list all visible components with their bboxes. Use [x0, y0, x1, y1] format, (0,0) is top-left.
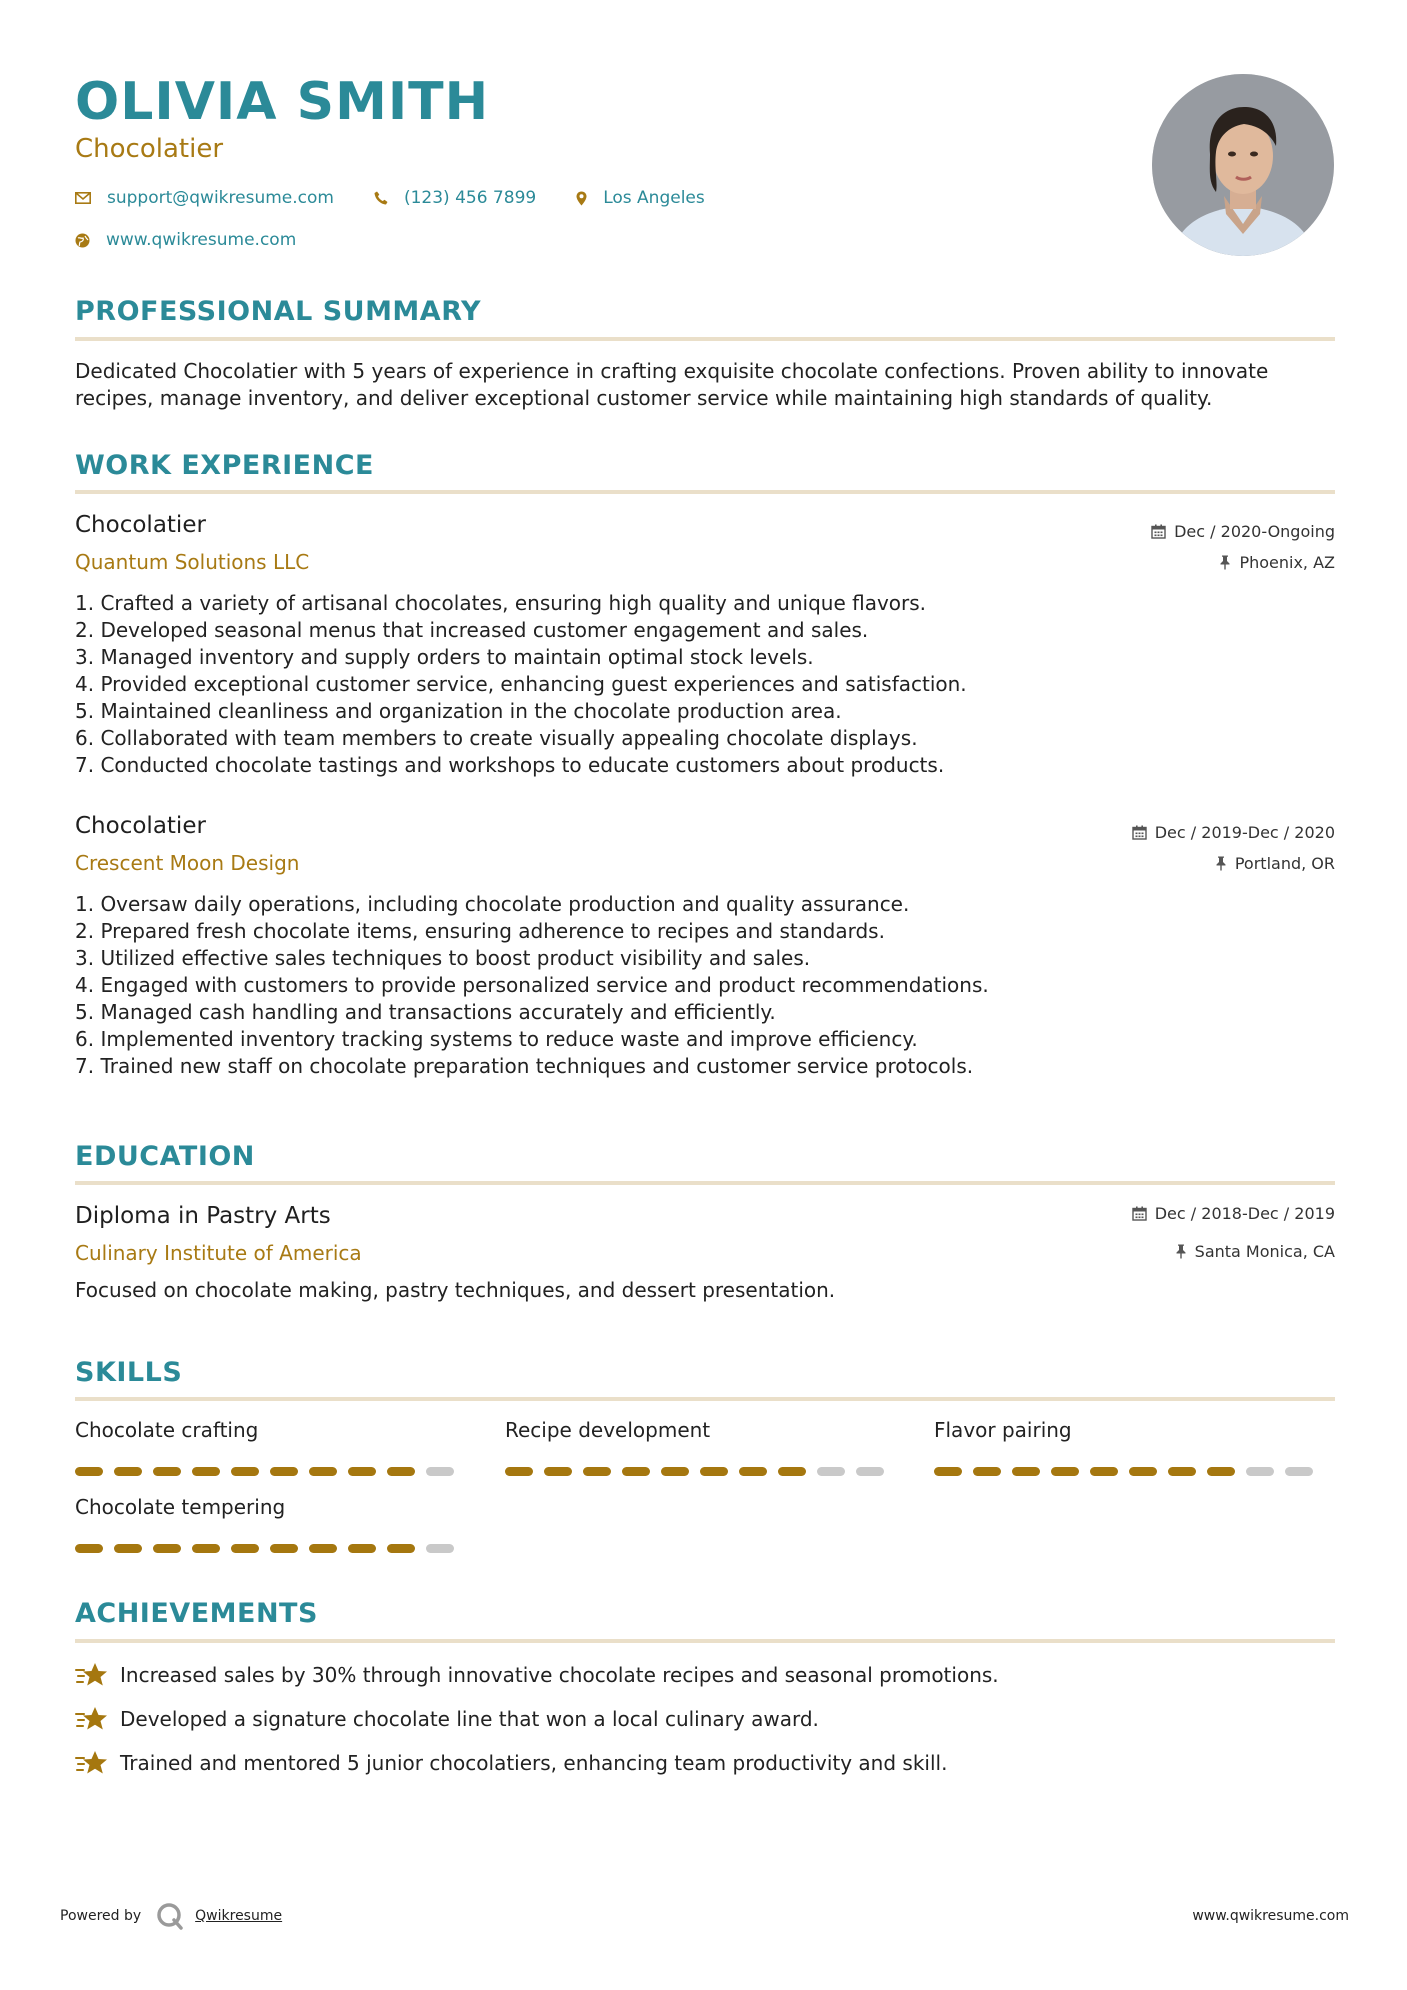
skill-level-filled	[348, 1467, 376, 1476]
list-item: 4. Engaged with customers to provide personalized service and product recommendations.	[75, 973, 989, 997]
summary-heading: PROFESSIONAL SUMMARY	[75, 296, 482, 327]
skill-level-filled	[231, 1544, 259, 1553]
experience-divider	[75, 490, 1335, 494]
job-1-dates	[1151, 522, 1335, 541]
achievement-text: Trained and mentored 5 junior chocolatiers, enhancing team productivity and skill.	[120, 1751, 948, 1775]
skill-level-filled	[739, 1467, 767, 1476]
star-icon	[75, 1662, 108, 1688]
star-icon	[75, 1750, 108, 1776]
list-item: 2. Developed seasonal menus that increased customer engagement and sales.	[75, 618, 869, 642]
job-2-dates	[1132, 823, 1335, 842]
skill-level-filled	[1207, 1467, 1235, 1476]
calendar-icon	[1132, 825, 1147, 840]
skill-level-filled	[622, 1467, 650, 1476]
education-location-text: Santa Monica, CA	[1194, 1242, 1335, 1261]
contact-row-2	[75, 230, 336, 250]
list-item: 5. Maintained cleanliness and organization in the chocolate production area.	[75, 699, 842, 723]
skill-level-filled	[348, 1544, 376, 1553]
job-1-title: Chocolatier	[75, 512, 206, 538]
skill-level-filled	[1090, 1467, 1118, 1476]
skill-level-empty	[817, 1467, 845, 1476]
education-heading: EDUCATION	[75, 1141, 255, 1172]
envelope-icon	[75, 192, 91, 204]
skills-divider	[75, 1397, 1335, 1401]
skill-level-filled	[1012, 1467, 1040, 1476]
skill-3-label: Flavor pairing	[934, 1418, 1072, 1442]
skill-4-bar	[75, 1544, 465, 1553]
skill-level-filled	[778, 1467, 806, 1476]
list-item: 2. Prepared fresh chocolate items, ensuring adherence to recipes and standards.	[75, 919, 885, 943]
job-1-dates-text: Dec / 2020-Ongoing	[1174, 522, 1335, 541]
star-icon	[75, 1706, 108, 1732]
summary-text: Dedicated Chocolatier with 5 years of experience in crafting exquisite chocolate confections. Proven ability to innovate recipes, manage inventory, and deliver exceptional customer service while maintaining high standards of quality.	[75, 359, 1269, 410]
experience-heading: WORK EXPERIENCE	[75, 450, 374, 481]
education-divider	[75, 1181, 1335, 1185]
contact-phone[interactable]	[374, 188, 536, 208]
job-1-location	[1219, 553, 1335, 572]
list-item: 1. Oversaw daily operations, including chocolate production and quality assurance.	[75, 892, 910, 916]
job-2-title: Chocolatier	[75, 813, 206, 839]
education-degree: Diploma in Pastry Arts	[75, 1203, 331, 1229]
candidate-role: Chocolatier	[75, 134, 224, 164]
achievements-divider	[75, 1639, 1335, 1643]
powered-by-text: Powered by	[60, 1908, 142, 1924]
list-item: 6. Collaborated with team members to create visually appealing chocolate displays.	[75, 726, 918, 750]
achievement-1	[75, 1662, 999, 1688]
education-dates-text: Dec / 2018-Dec / 2019	[1154, 1204, 1335, 1223]
skill-level-empty	[1285, 1467, 1313, 1476]
skill-level-filled	[114, 1544, 142, 1553]
skill-level-filled	[270, 1467, 298, 1476]
education-dates	[1132, 1204, 1335, 1223]
job-1-responsibilities	[75, 590, 967, 779]
skill-level-filled	[583, 1467, 611, 1476]
skill-level-empty	[856, 1467, 884, 1476]
pushpin-icon	[1175, 1244, 1187, 1259]
skill-level-filled	[1051, 1467, 1079, 1476]
contact-row-1	[75, 188, 745, 208]
skill-level-filled	[192, 1467, 220, 1476]
skill-level-empty	[1246, 1467, 1274, 1476]
job-2-responsibilities	[75, 891, 989, 1080]
skill-level-filled	[1168, 1467, 1196, 1476]
education-school: Culinary Institute of America	[75, 1241, 362, 1265]
phone-icon	[374, 191, 388, 205]
education-location	[1175, 1242, 1335, 1261]
job-2-dates-text: Dec / 2019-Dec / 2020	[1154, 823, 1335, 842]
skill-level-filled	[973, 1467, 1001, 1476]
skill-1-label: Chocolate crafting	[75, 1418, 259, 1442]
skill-1-bar	[75, 1467, 465, 1476]
job-2-company: Crescent Moon Design	[75, 851, 300, 875]
skill-level-filled	[1129, 1467, 1157, 1476]
globe-icon	[75, 233, 90, 248]
list-item: 7. Trained new staff on chocolate preparation techniques and customer service protocols.	[75, 1054, 974, 1078]
skill-level-filled	[700, 1467, 728, 1476]
contact-website[interactable]	[75, 230, 296, 250]
contact-email[interactable]	[75, 188, 334, 208]
website-text[interactable]: www.qwikresume.com	[106, 230, 297, 250]
profile-photo	[1152, 74, 1334, 256]
skill-level-filled	[270, 1544, 298, 1553]
skill-level-filled	[505, 1467, 533, 1476]
skill-level-filled	[544, 1467, 572, 1476]
skill-level-filled	[387, 1467, 415, 1476]
skill-3-bar	[934, 1467, 1324, 1476]
achievement-text: Increased sales by 30% through innovative chocolate recipes and seasonal promotions.	[120, 1663, 999, 1687]
pushpin-icon	[1219, 555, 1231, 570]
qwikresume-logo-icon	[155, 1901, 185, 1931]
list-item: 6. Implemented inventory tracking systems to reduce waste and improve efficiency.	[75, 1027, 918, 1051]
skill-level-filled	[231, 1467, 259, 1476]
achievement-3	[75, 1750, 947, 1776]
map-pin-icon	[576, 191, 587, 206]
skill-level-filled	[114, 1467, 142, 1476]
footer-powered-by	[60, 1901, 282, 1931]
skill-2-label: Recipe development	[505, 1418, 711, 1442]
email-text[interactable]: support@qwikresume.com	[107, 188, 334, 208]
skill-level-filled	[309, 1544, 337, 1553]
location-text: Los Angeles	[603, 188, 705, 208]
job-1-company: Quantum Solutions LLC	[75, 550, 310, 574]
skill-level-filled	[153, 1467, 181, 1476]
skill-level-filled	[192, 1544, 220, 1553]
achievements-heading: ACHIEVEMENTS	[75, 1598, 318, 1629]
list-item: 4. Provided exceptional customer service, enhancing guest experiences and satisfaction.	[75, 672, 967, 696]
education-description: Focused on chocolate making, pastry techniques, and dessert presentation.	[75, 1278, 836, 1302]
list-item: 1. Crafted a variety of artisanal chocolates, ensuring high quality and unique flavors.	[75, 591, 927, 615]
job-2-location	[1215, 854, 1335, 873]
phone-text[interactable]: (123) 456 7899	[403, 188, 537, 208]
skill-2-bar	[505, 1467, 895, 1476]
list-item: 5. Managed cash handling and transactions accurately and efficiently.	[75, 1000, 776, 1024]
pushpin-icon	[1215, 856, 1227, 871]
achievement-text: Developed a signature chocolate line that won a local culinary award.	[120, 1707, 819, 1731]
summary-divider	[75, 337, 1335, 341]
skill-level-filled	[75, 1467, 103, 1476]
skill-level-empty	[426, 1544, 454, 1553]
achievement-2	[75, 1706, 819, 1732]
list-item: 3. Utilized effective sales techniques to boost product visibility and sales.	[75, 946, 811, 970]
skill-level-filled	[661, 1467, 689, 1476]
list-item: 7. Conducted chocolate tastings and workshops to educate customers about products.	[75, 753, 945, 777]
footer-brand-link[interactable]: Qwikresume	[195, 1908, 283, 1924]
calendar-icon	[1151, 524, 1166, 539]
contact-location	[576, 188, 705, 208]
list-item: 3. Managed inventory and supply orders to maintain optimal stock levels.	[75, 645, 814, 669]
skill-level-filled	[387, 1544, 415, 1553]
skill-4-label: Chocolate tempering	[75, 1495, 286, 1519]
skill-level-empty	[426, 1467, 454, 1476]
candidate-name: OLIVIA SMITH	[75, 72, 490, 132]
skill-level-filled	[934, 1467, 962, 1476]
calendar-icon	[1132, 1206, 1147, 1221]
skill-level-filled	[309, 1467, 337, 1476]
skills-heading: SKILLS	[75, 1357, 183, 1388]
job-1-location-text: Phoenix, AZ	[1239, 553, 1335, 572]
skill-level-filled	[153, 1544, 181, 1553]
job-2-location-text: Portland, OR	[1234, 854, 1335, 873]
footer-site-link[interactable]: www.qwikresume.com	[1192, 1908, 1349, 1924]
skill-level-filled	[75, 1544, 103, 1553]
